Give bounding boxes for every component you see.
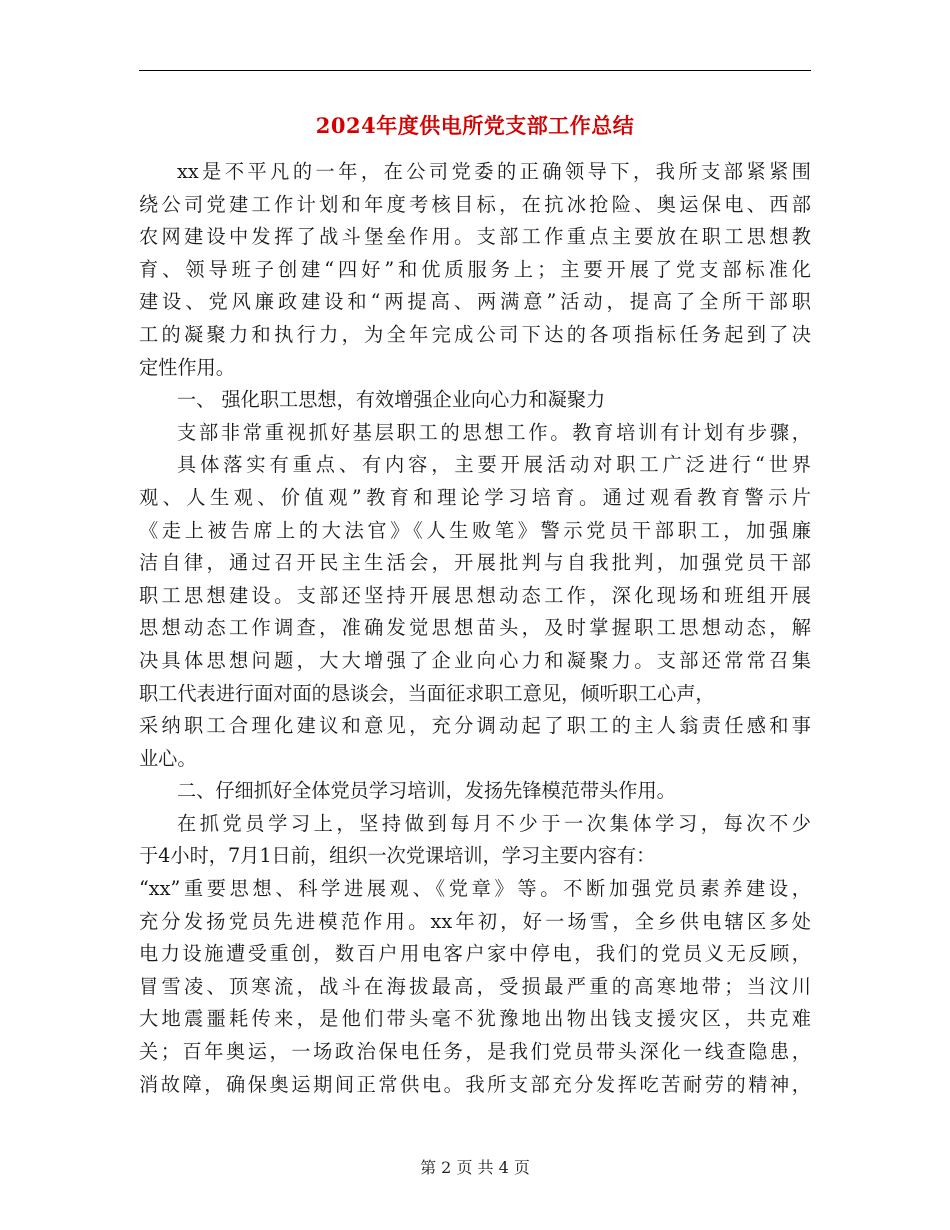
text-line: 职工思想建设。支部还坚持开展思想动态工作，深化现场和班组开展 xyxy=(139,583,811,607)
text-line: 在抓党员学习上，坚持做到每月不少于一次集体学习，每次不少 xyxy=(177,811,811,835)
text-line: 育、领导班子创建“四好”和优质服务上；主要开展了党支部标准化 xyxy=(139,257,811,281)
text-line: 决具体思想问题，大大增强了企业向心力和凝聚力。支部还常常召集 xyxy=(139,648,811,672)
text-line: 电力设施遭受重创，数百户用电客户家中停电，我们的党员义无反顾， xyxy=(139,942,811,966)
document-body xyxy=(139,156,811,1101)
text-line: 采纳职工合理化建议和意见，充分调动起了职工的主人翁责任感和事 xyxy=(139,714,811,738)
text-line: 工的凝聚力和执行力，为全年完成公司下达的各项指标任务起到了决 xyxy=(139,322,811,346)
text-line: “xx”重要思想、科学进展观、《党章》等。不断加强党员素养建设， xyxy=(139,877,811,901)
text-line: 《走上被告席上的大法官》《人生败笔》警示党员干部职工，加强廉 xyxy=(139,518,811,542)
text-line: 农网建设中发挥了战斗堡垒作用。支部工作重点主要放在职工思想教 xyxy=(139,225,811,249)
section-heading: 二、仔细抓好全体党员学习培训，发扬先锋模范带头作用。 xyxy=(177,779,676,803)
text-line: 业心。 xyxy=(139,746,197,770)
text-line: 建设、党风廉政建设和“两提高、两满意”活动，提高了全所干部职 xyxy=(139,290,811,314)
text-line: xx是不平凡的一年，在公司党委的正确领导下，我所支部紧紧围 xyxy=(177,160,811,183)
document-title: 2024年度供电所党支部工作总结 xyxy=(315,113,635,138)
section-heading: 一、 强化职工思想，有效增强企业向心力和凝聚力 xyxy=(177,388,606,412)
text-line: 支部非常重视抓好基层职工的思想工作。教育培训有计划有步骤， xyxy=(177,420,811,444)
text-line: 大地震噩耗传来，是他们带头毫不犹豫地出物出钱支援灾区，共克难 xyxy=(139,1007,811,1031)
text-line: 洁自律，通过召开民主生活会，开展批判与自我批判，加强党员干部 xyxy=(139,551,811,575)
text-line: 绕公司党建工作计划和年度考核目标，在抗冰抢险、奥运保电、西部 xyxy=(139,192,811,216)
text-line: 充分发扬党员先进模范作用。xx年初，好一场雪，全乡供电辖区多处 xyxy=(139,909,811,933)
text-line: 定性作用。 xyxy=(139,355,235,379)
text-line: 冒雪凌、顶寒流，战斗在海拔最高，受损最严重的高寒地带；当汶川 xyxy=(139,974,811,998)
header-rule xyxy=(139,70,811,71)
page-number: 第 2 页 共 4 页 xyxy=(420,1158,530,1177)
text-line: 于4小时，7月1日前，组织一次党课培训，学习主要内容有： xyxy=(139,844,656,868)
text-line: 关；百年奥运，一场政治保电任务，是我们党员带头深化一线查隐患， xyxy=(139,1040,811,1064)
text-line: 思想动态工作调查，准确发觉思想苗头，及时掌握职工思想动态，解 xyxy=(139,616,811,640)
text-line: 具体落实有重点、有内容，主要开展活动对职工广泛进行“世界 xyxy=(177,453,811,477)
text-line: 职工代表进行面对面的恳谈会，当面征求职工意见，倾听职工心声， xyxy=(139,681,715,705)
text-line: 观、人生观、价值观”教育和理论学习培育。通过观看教育警示片 xyxy=(139,485,811,509)
text-line: 消故障，确保奥运期间正常供电。我所支部充分发挥吃苦耐劳的精神， xyxy=(139,1072,811,1096)
